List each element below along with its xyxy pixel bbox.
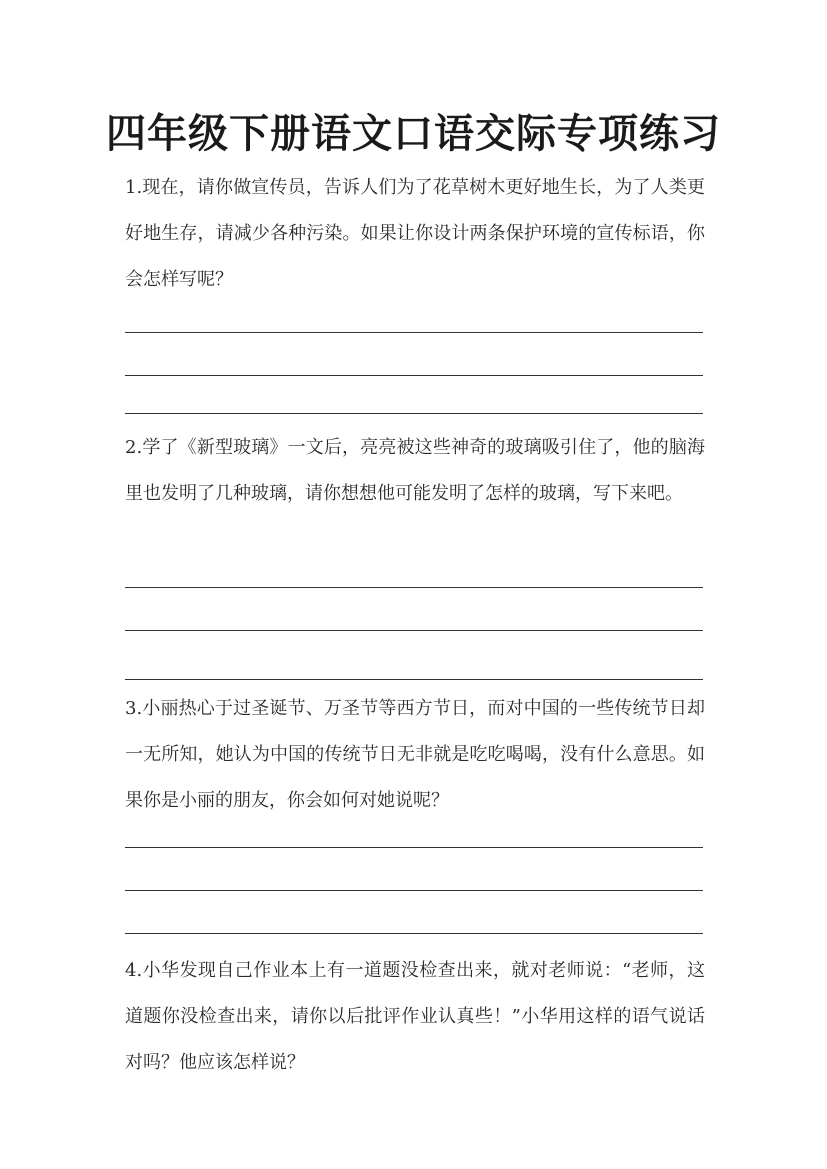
- answer-line[interactable]: [125, 375, 703, 376]
- question-3: 3.小丽热心于过圣诞节、万圣节等西方节日，而对中国的一些传统节日却一无所知，她认为中国的传统节日无非就是吃吃喝喝，没有什么意思。如果你是小丽的朋友，你会如何对她说呢？: [125, 698, 705, 811]
- answer-line[interactable]: [125, 413, 703, 414]
- question-1: 1.现在，请你做宣传员，告诉人们为了花草树木更好地生长，为了人类更好地生存，请减少各种污染。如果让你设计两条保护环境的宣传标语，你会怎样写呢？: [125, 177, 705, 290]
- question-2: 2.学了《新型玻璃》一文后，亮亮被这些神奇的玻璃吸引住了，他的脑海里也发明了几种玻璃，请你想想他可能发明了怎样的玻璃，写下来吧。: [125, 437, 705, 504]
- answer-line[interactable]: [125, 890, 703, 891]
- question-4: 4.小华发现自己作业本上有一道题没检查出来，就对老师说：“老师，这道题你没检查出来，请你以后批评作业认真些！”小华用这样的语气说话对吗？他应该怎样说？: [125, 960, 705, 1073]
- answer-line[interactable]: [125, 630, 703, 631]
- answer-line[interactable]: [125, 587, 703, 588]
- answer-line[interactable]: [125, 933, 703, 934]
- page-title: 四年级下册语文口语交际专项练习: [106, 110, 721, 157]
- answer-line[interactable]: [125, 332, 703, 333]
- answer-line[interactable]: [125, 847, 703, 848]
- answer-line[interactable]: [125, 679, 703, 680]
